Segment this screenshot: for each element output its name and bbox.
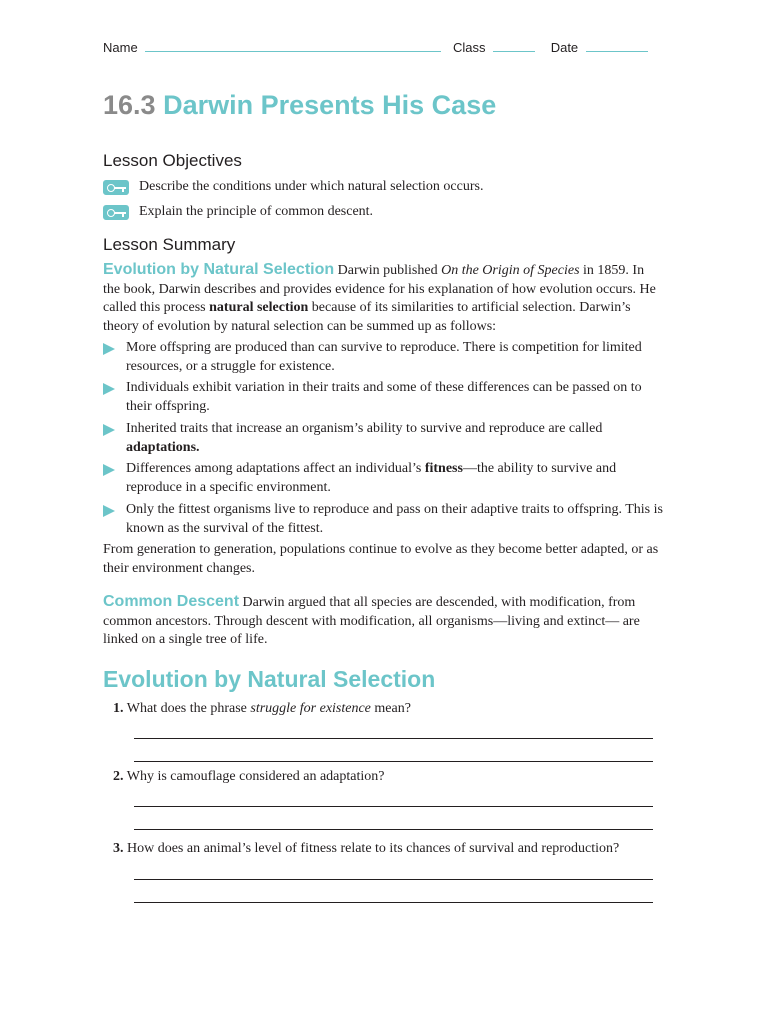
triangle-bullet-icon (103, 383, 115, 395)
term-adaptations: adaptations. (126, 439, 200, 455)
list-item (103, 460, 663, 497)
bullet-text (126, 460, 663, 497)
question-number: 3. (113, 841, 124, 856)
question-3 (113, 841, 619, 857)
date-field[interactable] (586, 40, 648, 52)
question-emphasis: struggle for existence (250, 701, 371, 716)
question-text: mean? (370, 701, 411, 716)
name-label: Name (103, 40, 138, 55)
triangle-bullet-icon (103, 343, 115, 355)
question-text: Why is camouflage considered an adaptation? (126, 769, 385, 784)
question-text: How does an animal’s level of fitness relate to its chances of survival and reproduction? (127, 841, 620, 856)
paragraph-text: in 1859. In the book, Darwin describes and provides evidence for his explanation of how evolution occurs. He called this process (103, 263, 656, 315)
class-label: Class (452, 40, 486, 55)
questions-section-heading: Evolution by Natural Selection (103, 666, 436, 692)
list-item (103, 339, 663, 376)
objective-text: Describe the conditions under which natural selection occurs. (139, 179, 484, 194)
natural-selection-paragraph (103, 261, 663, 336)
triangle-bullet-icon (103, 424, 115, 436)
question-1 (113, 701, 411, 717)
answer-line[interactable] (134, 761, 653, 762)
date-label: Date (550, 40, 579, 55)
list-item (103, 379, 663, 416)
paragraph-text: because of its similarities to artificial selection. Darwin’s theory of evolution by natural selection can be summed up as follows: (103, 300, 631, 334)
student-info-header (103, 40, 648, 55)
answer-line[interactable] (134, 738, 653, 739)
natural-selection-subhead: Evolution by Natural Selection (103, 261, 335, 278)
bullet-text-part: Inherited traits that increase an organism’s ability to survive and reproduce are called (126, 421, 603, 436)
bullet-text: Only the fittest organisms live to reproduce and pass on their adaptive traits to offspring. This is known as the survival of the fittest. (126, 502, 663, 536)
common-descent-paragraph (103, 593, 663, 650)
objectives-heading: Lesson Objectives (103, 151, 242, 170)
triangle-bullet-icon (103, 505, 115, 517)
book-title: On the Origin of Species (441, 263, 580, 278)
page-title (103, 90, 496, 121)
term-natural-selection: natural selection (209, 300, 309, 315)
question-2 (113, 769, 384, 785)
answer-line[interactable] (134, 902, 653, 903)
key-icon (103, 205, 129, 220)
question-text: What does the phrase (126, 701, 251, 716)
bullet-text-part: Differences among adaptations affect an individual’s (126, 461, 425, 476)
closing-paragraph: From generation to generation, populations continue to evolve as they become better adapted, or as their environment changes. (103, 542, 659, 576)
common-descent-subhead: Common Descent (103, 593, 240, 610)
objective-text: Explain the principle of common descent. (139, 204, 374, 219)
key-icon (103, 180, 129, 195)
list-item (103, 420, 663, 457)
paragraph-text: Darwin argued that all species are descended, with modification, from common ancestors. Through descent with modification, all organisms—living and extinct— are linked on a single tree of life. (103, 595, 640, 647)
name-field[interactable] (145, 40, 441, 52)
term-fitness: fitness (424, 461, 463, 476)
bullet-text (126, 420, 663, 457)
question-number: 1. (113, 701, 124, 716)
question-number: 2. (113, 769, 124, 784)
class-field[interactable] (493, 40, 535, 52)
bullet-text: Individuals exhibit variation in their traits and some of these differences can be passed on to their offspring. (126, 380, 642, 414)
section-title: Darwin Presents His Case (163, 90, 497, 120)
answer-line[interactable] (134, 829, 653, 830)
bullet-text: More offspring are produced than can survive to reproduce. There is competition for limited resources, or a struggle for existence. (126, 340, 642, 374)
paragraph-text: Darwin published (337, 263, 442, 278)
answer-line[interactable] (134, 879, 653, 880)
list-item (103, 501, 663, 538)
answer-line[interactable] (134, 806, 653, 807)
bullet-text-part: —the ability to survive and reproduce in a specific environment. (126, 461, 617, 495)
summary-heading: Lesson Summary (103, 235, 236, 254)
section-number: 16.3 (103, 90, 156, 120)
triangle-bullet-icon (103, 464, 115, 476)
